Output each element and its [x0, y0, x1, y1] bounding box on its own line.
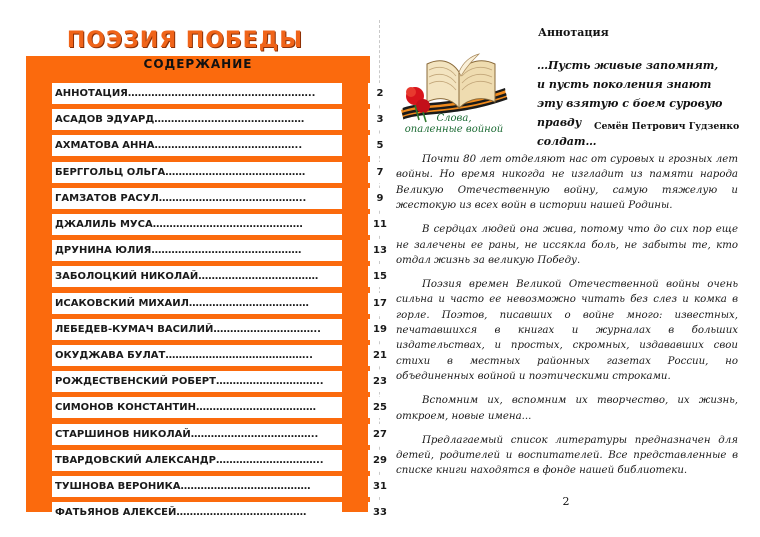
logo-caption-line2: опаленные войной	[404, 124, 504, 135]
toc-entry-name: АСАДОВ ЭДУАРД………………………………………	[55, 114, 305, 126]
toc-entry-page: 23	[368, 371, 392, 392]
toc-row	[52, 319, 387, 340]
body-paragraph: Вспомним их, вспомним их творчество, их жизнь, откроем, новые имена...	[396, 395, 738, 422]
epigraph-line: солдат…	[537, 135, 597, 148]
toc-row	[52, 214, 387, 235]
toc-entry-name: ДРУНИНА ЮЛИЯ………………………………………	[55, 245, 302, 257]
toc-entry-name: АХМАТОВА АННА……………………………………..	[55, 140, 303, 152]
toc-entry-name: ГАМЗАТОВ РАСУЛ……………………………………..	[55, 192, 307, 204]
toc-entry-page: 13	[368, 240, 392, 261]
toc-row	[52, 502, 387, 523]
annotation-body	[396, 152, 738, 487]
toc-row	[52, 109, 384, 130]
toc-entry-page: 21	[368, 345, 392, 366]
toc-row	[52, 371, 387, 392]
toc-entry-name: БЕРГГОЛЬЦ ОЛЬГА……………………………………	[55, 166, 306, 178]
toc-entry-page: 3	[368, 109, 392, 130]
toc-entry-page: 17	[368, 293, 392, 314]
toc-entry-name: ЛЕБЕДЕВ-КУМАЧ ВАСИЛИЙ…………………………..	[55, 323, 321, 335]
body-paragraph: В сердцах людей она жива, потому что до сих пор еще не залечены ее раны, не иссякла боль, не забыты те, кто отдал жизнь за великую Победу.	[396, 224, 738, 266]
toc-row	[52, 83, 384, 104]
toc-row	[52, 424, 387, 445]
toc-entry-page: 19	[368, 319, 392, 340]
toc-entry-page: 29	[368, 450, 392, 471]
toc-row	[52, 450, 387, 471]
toc-entry-page: 33	[368, 502, 392, 523]
toc-entry-page: 27	[368, 424, 392, 445]
epigraph-line: и пусть поколения знают	[537, 78, 712, 91]
toc-entry-name: ИСАКОВСКИЙ МИХАИЛ………………………………	[55, 297, 309, 309]
toc-entry-page: 9	[368, 188, 392, 209]
epigraph-author: Семён Петрович Гудзенко	[594, 121, 740, 132]
toc-entry-name: ДЖАЛИЛЬ МУСА………………………………………	[55, 219, 303, 230]
epigraph-line: …Пусть живые запомнят,	[537, 59, 719, 72]
toc-entry-page: 2	[368, 83, 392, 104]
epigraph-line: эту взятую с боем суровую правду	[537, 97, 723, 129]
page-number: 2	[562, 495, 570, 508]
main-title: ПОЭЗИЯ ПОБЕДЫ	[66, 28, 304, 53]
body-paragraph: Предлагаемый список литературы предназначен для детей, родителей и воспитателей. Все представленные в списке книги находятся в фонде нашей библиотеки.	[396, 434, 738, 477]
toc-row	[52, 135, 384, 156]
toc-heading: СОДЕРЖАНИЕ	[143, 57, 253, 71]
logo-caption	[397, 113, 511, 135]
annotation-heading: Аннотация	[538, 26, 609, 39]
toc-entry-page: 31	[368, 476, 392, 497]
toc-row	[52, 188, 384, 209]
body-paragraph: Почти 80 лет отделяют нас от суровых и грозных лет войны. Но время никогда не изгладит из памяти народа Великую Отечественную войну, самую тяжелую и жестокую из всех войн в истории нашей Родины.	[396, 154, 738, 212]
toc-row	[52, 266, 387, 287]
toc-row	[52, 345, 387, 366]
toc-row	[52, 397, 387, 418]
toc-entry-name: ФАТЬЯНОВ АЛЕКСЕЙ…………………………………	[55, 507, 307, 519]
toc-entry-page: 7	[368, 162, 392, 183]
toc-entry-page: 5	[368, 135, 392, 156]
toc-entry-name: ТУШНОВА ВЕРОНИКА…………………………………	[55, 481, 311, 492]
toc-row	[52, 293, 387, 314]
table-of-contents	[26, 56, 387, 519]
toc-entry-name: СТАРШИНОВ НИКОЛАЙ………………………………..	[55, 428, 319, 440]
toc-entry-name: РОЖДЕСТВЕНСКИЙ РОБЕРТ…………………………..	[55, 376, 324, 388]
toc-row	[52, 162, 384, 183]
toc-entry-name: ЗАБОЛОЦКИЙ НИКОЛАЙ………………………………	[55, 271, 319, 283]
logo-caption-line1: Слова,	[436, 113, 472, 124]
toc-entry-name: АННОТАЦИЯ………………………………………………..	[55, 88, 316, 99]
toc-entry-page: 25	[368, 397, 392, 418]
toc-entry-name: СИМОНОВ КОНСТАНТИН………………………………	[55, 402, 317, 414]
toc-row	[52, 476, 387, 497]
toc-entry-page: 11	[368, 214, 392, 235]
toc-entry-page: 15	[368, 266, 392, 287]
toc-entry-name: ОКУДЖАВА БУЛАТ……………………………………..	[55, 350, 313, 361]
toc-entry-name: ТВАРДОВСКИЙ АЛЕКСАНДР…………………………..	[55, 454, 324, 466]
epigraph	[537, 56, 757, 151]
toc-row	[52, 240, 387, 261]
body-paragraph: Поэзия времен Великой Отечественной войны очень сильна и часто ее невозможно читать без слез и комка в горле. Поэтов, писавших о войне много: известных, печатавшихся в книгах и журналах в больших издательствах, и простых, скромных, издававших свои стихи в местных районных газетах России, но объединенных войной и поэтическими строками.	[396, 278, 738, 383]
